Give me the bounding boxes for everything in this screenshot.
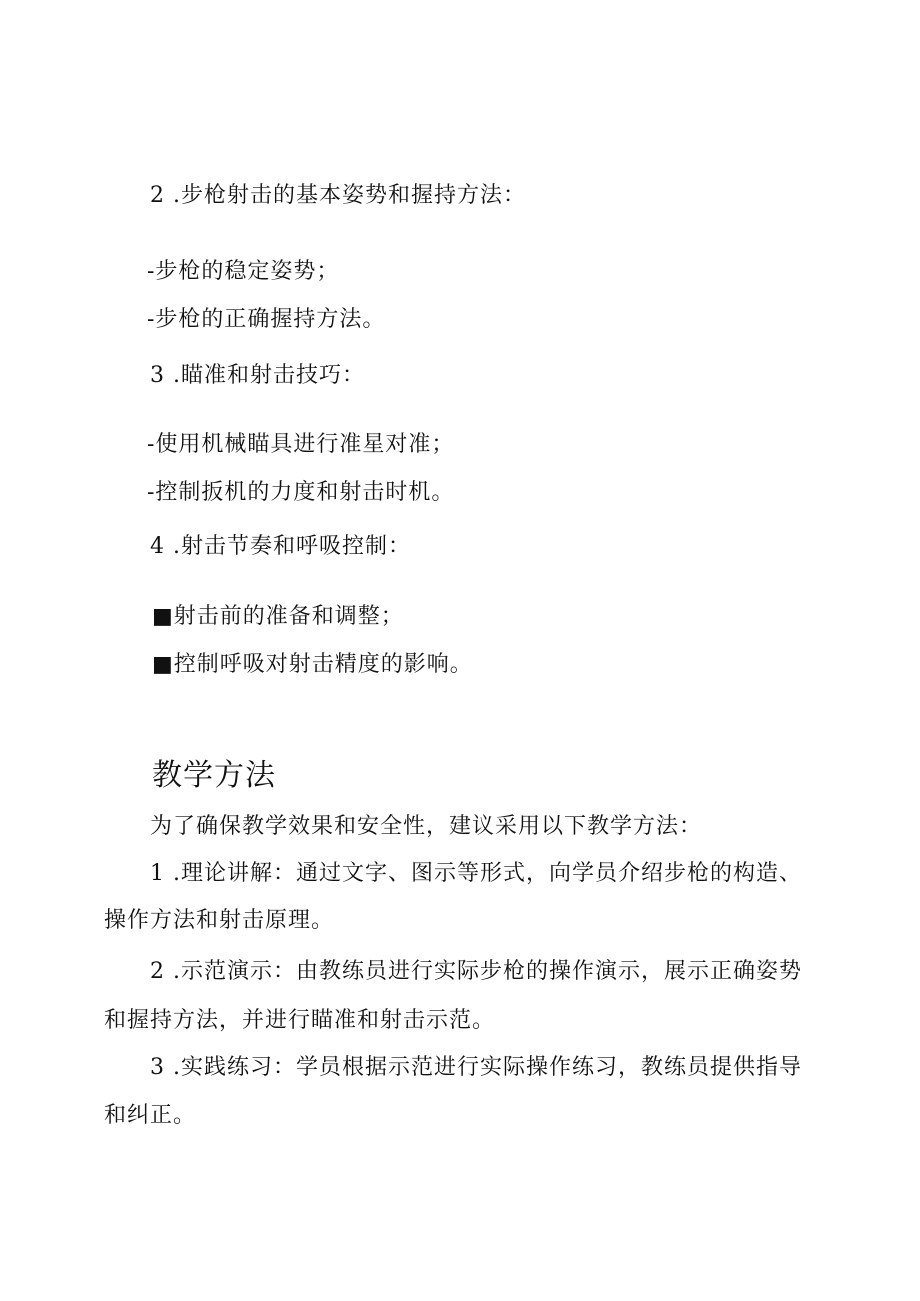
item3-heading: 3 .瞄准和射击技巧： (150, 363, 365, 388)
item3-bullet-1: -使用机械瞄具进行准星对准； (147, 432, 455, 457)
method-3-line-2: 和纠正。 (104, 1103, 197, 1128)
item2-bullet-2: -步枪的正确握持方法。 (147, 307, 386, 332)
method-2-line-2: 和握持方法，并进行瞄准和射击示范。 (104, 1008, 496, 1033)
method-1-line-1: 1 .理论讲解：通过文字、图示等形式，向学员介绍步枪的构造、 (150, 861, 802, 886)
method-2-line-1: 2 .示范演示：由教练员进行实际步枪的操作演示，展示正确姿势 (150, 959, 802, 984)
item3-bullet-2: -控制扳机的力度和射击时机。 (147, 480, 455, 505)
item4-heading: 4 .射击节奏和呼吸控制： (150, 534, 411, 559)
item4-bullet-1: ■射击前的准备和调整； (152, 604, 404, 629)
method-3-line-1: 3 .实践练习：学员根据示范进行实际操作练习，教练员提供指导 (150, 1055, 802, 1080)
item2-bullet-1: -步枪的稳定姿势； (147, 259, 340, 284)
section-title: 教学方法 (152, 758, 276, 793)
item4-bullet-2: ■控制呼吸对射击精度的影响。 (152, 652, 473, 677)
method-1-line-2: 操作方法和射击原理。 (104, 908, 335, 933)
intro-paragraph: 为了确保教学效果和安全性，建议采用以下教学方法： (150, 814, 703, 839)
item2-heading: 2 .步枪射击的基本姿势和握持方法： (150, 183, 526, 208)
